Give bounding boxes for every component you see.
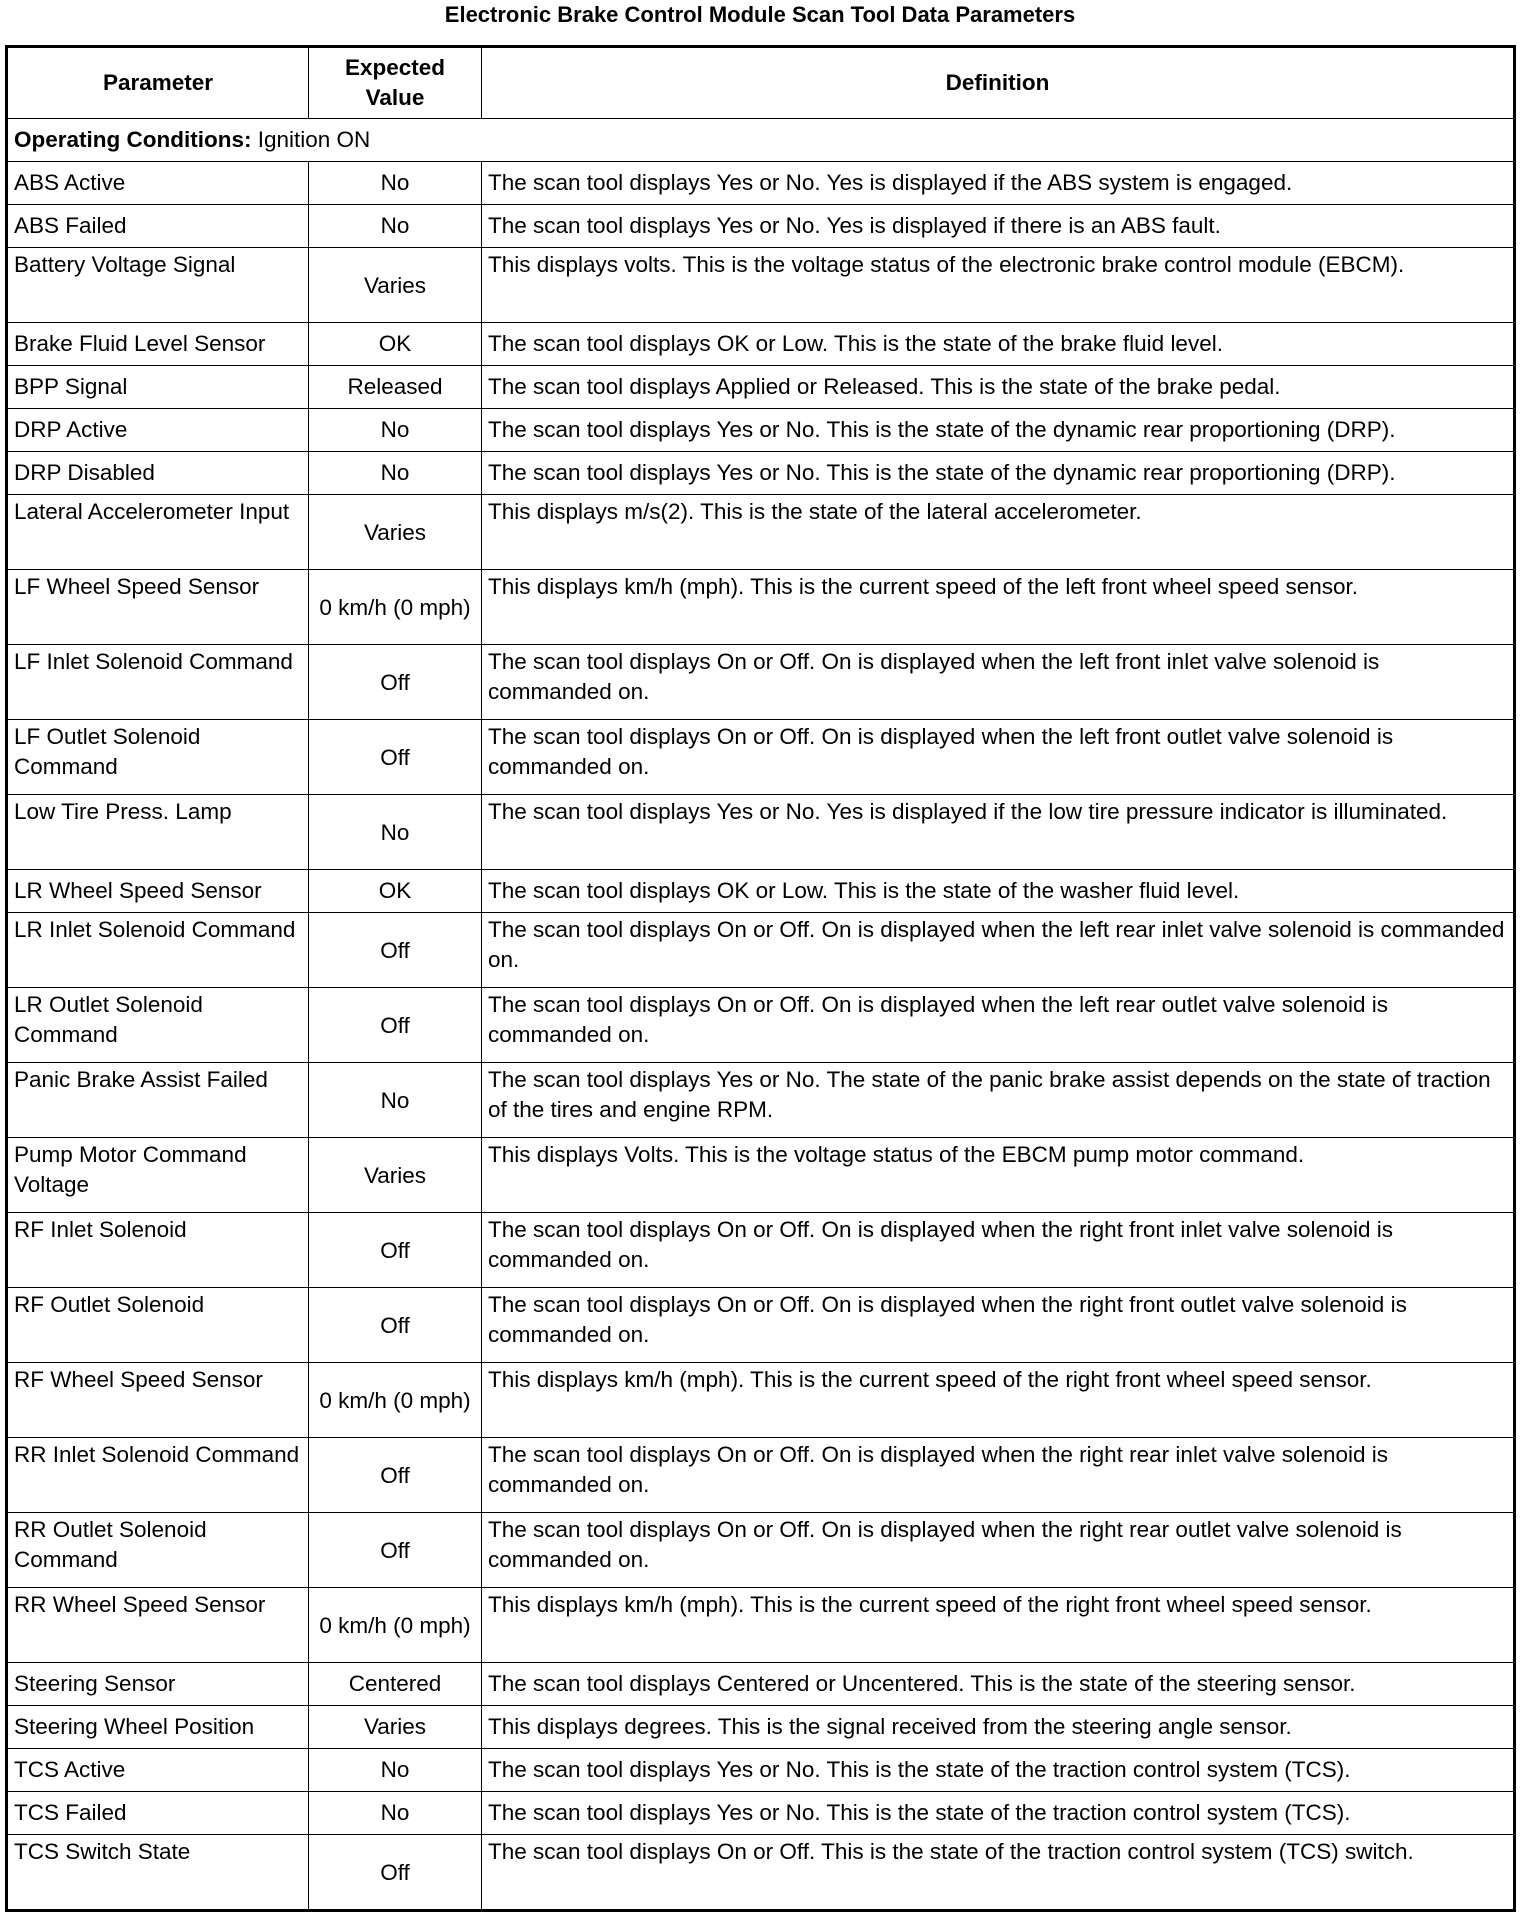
parameter-cell: Panic Brake Assist Failed — [7, 1063, 309, 1138]
definition-cell: The scan tool displays On or Off. This is the state of the traction control system (TCS) switch. — [482, 1835, 1515, 1911]
table-row — [7, 1513, 1515, 1588]
parameter-cell: RR Wheel Speed Sensor — [7, 1588, 309, 1663]
parameter-cell: Steering Sensor — [7, 1663, 309, 1706]
parameter-cell: ABS Failed — [7, 205, 309, 248]
table-row — [7, 323, 1515, 366]
table-row — [7, 1213, 1515, 1288]
table-row — [7, 366, 1515, 409]
definition-cell: The scan tool displays On or Off. On is displayed when the right front outlet valve solenoid is commanded on. — [482, 1288, 1515, 1363]
parameter-cell: RR Inlet Solenoid Command — [7, 1438, 309, 1513]
parameter-cell: LF Wheel Speed Sensor — [7, 570, 309, 645]
expected-value-cell: No — [309, 795, 482, 870]
expected-value-cell: Released — [309, 366, 482, 409]
table-row — [7, 988, 1515, 1063]
table-row — [7, 162, 1515, 205]
expected-value-cell: OK — [309, 870, 482, 913]
parameter-cell: DRP Active — [7, 409, 309, 452]
table-row — [7, 1663, 1515, 1706]
table-row — [7, 205, 1515, 248]
parameter-cell: Low Tire Press. Lamp — [7, 795, 309, 870]
expected-value-cell: 0 km/h (0 mph) — [309, 570, 482, 645]
table-row — [7, 248, 1515, 323]
definition-cell: The scan tool displays Yes or No. Yes is displayed if the low tire pressure indicator is illuminated. — [482, 795, 1515, 870]
expected-value-cell: No — [309, 1792, 482, 1835]
parameter-cell: TCS Failed — [7, 1792, 309, 1835]
expected-value-cell: OK — [309, 323, 482, 366]
document-title: Electronic Brake Control Module Scan Tool Data Parameters — [444, 2, 1076, 27]
definition-cell: This displays km/h (mph). This is the current speed of the right front wheel speed sensor. — [482, 1588, 1515, 1663]
expected-value-cell: No — [309, 1063, 482, 1138]
definition-cell: This displays Volts. This is the voltage status of the EBCM pump motor command. — [482, 1138, 1515, 1213]
expected-value-cell: 0 km/h (0 mph) — [309, 1588, 482, 1663]
definition-cell: The scan tool displays OK or Low. This is the state of the brake fluid level. — [482, 323, 1515, 366]
definition-cell: The scan tool displays On or Off. On is displayed when the right rear outlet valve solenoid is commanded on. — [482, 1513, 1515, 1588]
expected-value-cell: No — [309, 452, 482, 495]
expected-value-cell: Off — [309, 1288, 482, 1363]
definition-cell: The scan tool displays Yes or No. This is the state of the traction control system (TCS). — [482, 1749, 1515, 1792]
definition-cell: The scan tool displays Yes or No. This is the state of the dynamic rear proportioning (DRP). — [482, 409, 1515, 452]
definition-cell: This displays km/h (mph). This is the current speed of the left front wheel speed sensor. — [482, 570, 1515, 645]
table-row — [7, 795, 1515, 870]
parameter-cell: Steering Wheel Position — [7, 1706, 309, 1749]
parameter-cell: LF Inlet Solenoid Command — [7, 645, 309, 720]
table-row — [7, 452, 1515, 495]
header-definition: Definition — [482, 47, 1515, 119]
definition-cell: This displays m/s(2). This is the state of the lateral accelerometer. — [482, 495, 1515, 570]
table-row — [7, 1063, 1515, 1138]
expected-value-cell: 0 km/h (0 mph) — [309, 1363, 482, 1438]
expected-value-cell: No — [309, 205, 482, 248]
expected-value-cell: Off — [309, 1213, 482, 1288]
definition-cell: The scan tool displays Yes or No. Yes is displayed if the ABS system is engaged. — [482, 162, 1515, 205]
expected-value-cell: Off — [309, 645, 482, 720]
parameter-cell: RF Outlet Solenoid — [7, 1288, 309, 1363]
expected-value-cell: Varies — [309, 495, 482, 570]
table-row — [7, 570, 1515, 645]
definition-cell: This displays degrees. This is the signal received from the steering angle sensor. — [482, 1706, 1515, 1749]
definition-cell: The scan tool displays Yes or No. This is the state of the dynamic rear proportioning (DRP). — [482, 452, 1515, 495]
definition-cell: This displays km/h (mph). This is the current speed of the right front wheel speed sensor. — [482, 1363, 1515, 1438]
parameter-cell: LR Outlet Solenoid Command — [7, 988, 309, 1063]
table-row — [7, 870, 1515, 913]
definition-cell: The scan tool displays On or Off. On is displayed when the left front outlet valve solenoid is commanded on. — [482, 720, 1515, 795]
definition-cell: The scan tool displays Yes or No. Yes is displayed if there is an ABS fault. — [482, 205, 1515, 248]
operating-conditions-row — [7, 119, 1515, 162]
definition-cell: The scan tool displays Centered or Uncentered. This is the state of the steering sensor. — [482, 1663, 1515, 1706]
expected-value-cell: Varies — [309, 1706, 482, 1749]
table-row — [7, 1792, 1515, 1835]
table-row — [7, 409, 1515, 452]
table-row — [7, 913, 1515, 988]
parameter-cell: RF Inlet Solenoid — [7, 1213, 309, 1288]
definition-cell: The scan tool displays Yes or No. The state of the panic brake assist depends on the state of traction of the tires and engine RPM. — [482, 1063, 1515, 1138]
table-row — [7, 1363, 1515, 1438]
parameter-cell: Battery Voltage Signal — [7, 248, 309, 323]
expected-value-cell: Off — [309, 720, 482, 795]
table-row — [7, 645, 1515, 720]
parameter-cell: TCS Switch State — [7, 1835, 309, 1911]
definition-cell: This displays volts. This is the voltage status of the electronic brake control module (EBCM). — [482, 248, 1515, 323]
parameter-cell: Brake Fluid Level Sensor — [7, 323, 309, 366]
table-row — [7, 720, 1515, 795]
parameter-cell: TCS Active — [7, 1749, 309, 1792]
operating-conditions — [7, 119, 1515, 162]
table-row — [7, 1438, 1515, 1513]
operating-conditions-label: Operating Conditions: — [14, 127, 252, 152]
expected-value-cell: Off — [309, 1513, 482, 1588]
table-row — [7, 1749, 1515, 1792]
parameter-cell: RF Wheel Speed Sensor — [7, 1363, 309, 1438]
expected-value-cell: Off — [309, 988, 482, 1063]
parameter-cell: RR Outlet Solenoid Command — [7, 1513, 309, 1588]
parameter-cell: ABS Active — [7, 162, 309, 205]
parameter-cell: LF Outlet Solenoid Command — [7, 720, 309, 795]
table-row — [7, 1706, 1515, 1749]
parameter-cell: BPP Signal — [7, 366, 309, 409]
table-row — [7, 1288, 1515, 1363]
expected-value-cell: No — [309, 409, 482, 452]
parameter-cell: Lateral Accelerometer Input — [7, 495, 309, 570]
expected-value-cell: No — [309, 1749, 482, 1792]
parameters-table — [5, 45, 1516, 1912]
definition-cell: The scan tool displays On or Off. On is displayed when the left rear inlet valve solenoid is commanded on. — [482, 913, 1515, 988]
operating-conditions-value: Ignition ON — [257, 127, 371, 152]
definition-cell: The scan tool displays OK or Low. This is the state of the washer fluid level. — [482, 870, 1515, 913]
parameter-cell: LR Wheel Speed Sensor — [7, 870, 309, 913]
parameter-cell: LR Inlet Solenoid Command — [7, 913, 309, 988]
header-expected-value: Expected Value — [309, 47, 482, 119]
table-row — [7, 1835, 1515, 1911]
table-row — [7, 1138, 1515, 1213]
definition-cell: The scan tool displays Yes or No. This is the state of the traction control system (TCS). — [482, 1792, 1515, 1835]
expected-value-cell: Centered — [309, 1663, 482, 1706]
parameter-cell: DRP Disabled — [7, 452, 309, 495]
table-row — [7, 1588, 1515, 1663]
expected-value-cell: Varies — [309, 248, 482, 323]
table-header-row — [7, 47, 1515, 119]
parameter-cell: Pump Motor Command Voltage — [7, 1138, 309, 1213]
expected-value-cell: Off — [309, 1835, 482, 1911]
expected-value-cell: Off — [309, 1438, 482, 1513]
definition-cell: The scan tool displays Applied or Released. This is the state of the brake pedal. — [482, 366, 1515, 409]
definition-cell: The scan tool displays On or Off. On is displayed when the left front inlet valve solenoid is commanded on. — [482, 645, 1515, 720]
definition-cell: The scan tool displays On or Off. On is displayed when the right rear inlet valve solenoid is commanded on. — [482, 1438, 1515, 1513]
expected-value-cell: No — [309, 162, 482, 205]
header-parameter: Parameter — [7, 47, 309, 119]
expected-value-cell: Off — [309, 913, 482, 988]
definition-cell: The scan tool displays On or Off. On is displayed when the right front inlet valve solenoid is commanded on. — [482, 1213, 1515, 1288]
expected-value-cell: Varies — [309, 1138, 482, 1213]
definition-cell: The scan tool displays On or Off. On is displayed when the left rear outlet valve solenoid is commanded on. — [482, 988, 1515, 1063]
table-row — [7, 495, 1515, 570]
